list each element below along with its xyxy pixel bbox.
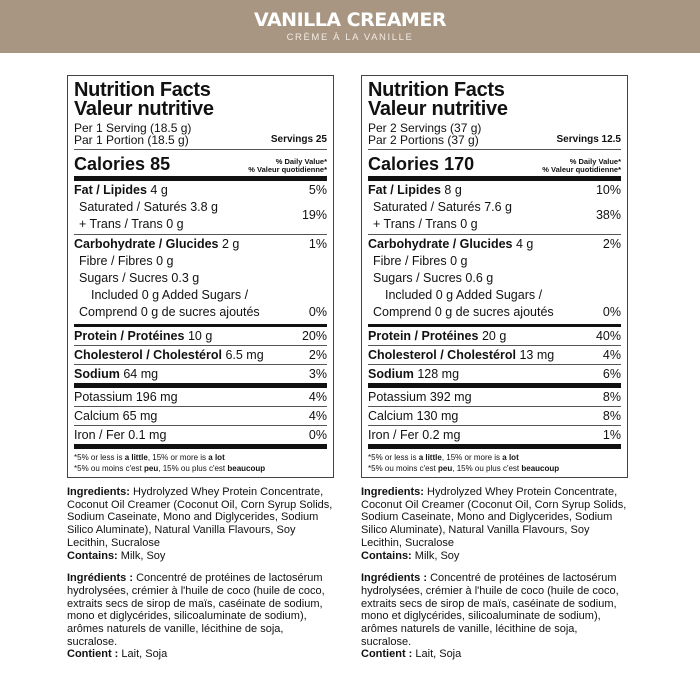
fibre-row (74, 253, 327, 270)
contient-text: Lait, Soja (412, 648, 462, 661)
potassium-dv: 4% (308, 390, 327, 404)
calories-label: Calories (74, 154, 146, 174)
fat-dv: 5% (308, 183, 327, 197)
added-sugars-fr: Comprend 0 g de sucres ajoutés (79, 305, 260, 319)
footnote: *5% or less is a little, 15% or more is a lot *5% ou moins c'est peu, 15% ou plus c'est beaucoup (74, 453, 266, 473)
fibre-label: Fibre / Fibres (79, 254, 153, 268)
fat-row (368, 182, 621, 199)
sodium-label: Sodium (74, 367, 120, 381)
fat-value: 8 g (444, 183, 462, 197)
contient-text: Lait, Soja (118, 648, 168, 661)
product-subtitle: CRÈME À LA VANILLE (286, 32, 414, 43)
protein-dv: 20% (301, 329, 327, 343)
added-sugars-row (74, 287, 327, 321)
chol-value: 13 mg (519, 348, 555, 362)
calcium-label: Calcium (368, 409, 414, 423)
protein-row (368, 327, 621, 345)
carb-value: 2 g (221, 237, 240, 251)
product-title: VANILLA CREAMER (254, 9, 446, 31)
sat-label: Saturated / Saturés (373, 200, 481, 214)
serving-fr: Par 2 Portions (37 g) (368, 133, 479, 147)
sat-trans-row (74, 199, 327, 233)
sodium-dv: 3% (308, 367, 327, 381)
servings-count: Servings 25 (270, 134, 327, 145)
chol-dv: 4% (602, 348, 621, 362)
ingredients-fr-text: Concentré de protéines de lactosérum hydrolysées, crémier à l'huile de coco (huile de coco, extraits secs de sirop de maïs, caséinate de sodium, mono et diglycérides, silicoaluminate de sodium), arômes naturels de vanille, lécithine de soja, sucralose. (67, 572, 325, 648)
header-banner (0, 0, 700, 53)
protein-value: 10 g (187, 329, 213, 343)
ingredients-block (361, 486, 628, 661)
added-sugars-en: Included 0 g Added Sugars / (91, 288, 249, 302)
carb-row (368, 236, 621, 253)
chol-dv: 2% (308, 348, 327, 362)
calcium-value: 130 mg (416, 409, 459, 423)
cholesterol-row (74, 346, 327, 364)
ingredients-block (67, 486, 334, 661)
fat-row (74, 182, 327, 199)
calcium-dv: 8% (602, 409, 621, 423)
fat-dv: 10% (595, 183, 621, 197)
chol-label: Cholesterol / Cholestérol (74, 348, 222, 362)
ingredients-fr-text: Concentré de protéines de lactosérum hydrolysées, crémier à l'huile de coco (huile de coco, extraits secs de sirop de maïs, caséinate de sodium, mono et diglycérides, silicoaluminate de sodium), arômes naturels de vanille, lécithine de soja, sucralose. (361, 572, 619, 648)
trans-label: + Trans / Trans (373, 217, 457, 231)
calories-value: 85 (150, 154, 171, 174)
ingredients-fr-label: Ingrédients : (361, 572, 428, 585)
nf-title-en: Nutrition Facts (368, 79, 505, 101)
iron-label: Iron / Fer (74, 428, 125, 442)
iron-dv: 0% (308, 428, 327, 442)
added-sugars-fr: Comprend 0 g de sucres ajoutés (373, 305, 554, 319)
serving-fr: Par 1 Portion (18.5 g) (74, 133, 189, 147)
footnote: *5% or less is a little, 15% or more is a lot *5% ou moins c'est peu, 15% ou plus c'est beaucoup (368, 453, 560, 473)
added-sugars-row (368, 287, 621, 321)
calcium-label: Calcium (74, 409, 120, 423)
potassium-row (368, 388, 621, 406)
sat-label: Saturated / Saturés (79, 200, 187, 214)
panel-single-serving (67, 75, 334, 661)
chol-value: 6.5 mg (225, 348, 264, 362)
carb-dv: 1% (308, 237, 327, 251)
potassium-label: Potassium (368, 390, 427, 404)
sat-value: 7.6 g (484, 200, 512, 214)
serving-en: Per 1 Serving (18.5 g) (74, 121, 192, 135)
ingredients-text: Hydrolyzed Whey Protein Concentrate, Coconut Oil Creamer (Coconut Oil, Corn Syrup Solids, Sodium Caseinate, Mono and Diglycerides, Sodium Silico Aluminate), Natural Vanilla Flavours, Soy Lecithin, Sucralose (361, 486, 627, 549)
calcium-dv: 4% (308, 409, 327, 423)
calories-value: 170 (444, 154, 475, 174)
chol-label: Cholesterol / Cholestérol (368, 348, 516, 362)
potassium-dv: 8% (602, 390, 621, 404)
carb-value: 4 g (515, 237, 534, 251)
nutrition-facts-label (67, 75, 334, 478)
sugars-row (74, 270, 327, 287)
calories-row (74, 150, 327, 174)
sodium-label: Sodium (368, 367, 414, 381)
contains-label: Contains: (361, 549, 412, 562)
potassium-value: 196 mg (135, 390, 178, 404)
cholesterol-row (368, 346, 621, 364)
iron-value: 0.1 mg (128, 428, 167, 442)
sugars-value: 0.6 g (465, 271, 494, 285)
carb-dv: 2% (602, 237, 621, 251)
sodium-row (368, 365, 621, 383)
trans-value: 0 g (460, 217, 478, 231)
dv-header-fr: % Valeur quotidienne* (248, 165, 327, 174)
iron-label: Iron / Fer (368, 428, 419, 442)
serving-en: Per 2 Servings (37 g) (368, 121, 482, 135)
iron-dv: 1% (602, 428, 621, 442)
contient-label: Contient : (67, 648, 119, 661)
sugars-label: Sugars / Sucres (373, 271, 462, 285)
added-sugars-en: Included 0 g Added Sugars / (385, 288, 543, 302)
calcium-row (368, 407, 621, 425)
nf-title-fr: Valeur nutritive (74, 98, 214, 120)
protein-value: 20 g (481, 329, 507, 343)
fat-value: 4 g (150, 183, 168, 197)
contient-label: Contient : (361, 648, 413, 661)
serving-size (368, 122, 621, 146)
sat-dv: 19% (301, 208, 327, 222)
potassium-label: Potassium (74, 390, 133, 404)
sodium-row (74, 365, 327, 383)
dv-header-fr: % Valeur quotidienne* (542, 165, 621, 174)
ingredients-label: Ingredients: (67, 486, 130, 498)
sat-trans-row (368, 199, 621, 233)
nutrition-facts-label (361, 75, 628, 478)
nf-title-en: Nutrition Facts (74, 79, 211, 101)
calories-row (368, 150, 621, 174)
sugars-dv: 0% (308, 305, 327, 319)
iron-row (74, 426, 327, 444)
sugars-value: 0.3 g (171, 271, 200, 285)
calcium-row (74, 407, 327, 425)
trans-label: + Trans / Trans (79, 217, 163, 231)
carb-label: Carbohydrate / Glucides (368, 237, 513, 251)
trans-value: 0 g (166, 217, 184, 231)
iron-row (368, 426, 621, 444)
calories-label: Calories (368, 154, 440, 174)
protein-label: Protein / Protéines (74, 329, 185, 343)
sodium-value: 64 mg (123, 367, 159, 381)
fibre-row (368, 253, 621, 270)
carb-label: Carbohydrate / Glucides (74, 237, 219, 251)
iron-value: 0.2 mg (422, 428, 461, 442)
ingredients-label: Ingredients: (361, 486, 424, 498)
ingredients-text: Hydrolyzed Whey Protein Concentrate, Coconut Oil Creamer (Coconut Oil, Corn Syrup Solids, Sodium Caseinate, Mono and Diglycerides, Sodium Silico Aluminate), Natural Vanilla Flavours, Soy Lecithin, Sucralose (67, 486, 333, 549)
potassium-row (74, 388, 327, 406)
fibre-value: 0 g (450, 254, 468, 268)
sat-value: 3.8 g (190, 200, 218, 214)
sugars-dv: 0% (602, 305, 621, 319)
sodium-dv: 6% (602, 367, 621, 381)
protein-label: Protein / Protéines (368, 329, 479, 343)
contains-label: Contains: (67, 549, 118, 562)
nf-title-fr: Valeur nutritive (368, 98, 508, 120)
serving-size (74, 122, 327, 146)
sugars-row (368, 270, 621, 287)
protein-dv: 40% (595, 329, 621, 343)
dv-header-en: % Daily Value* (569, 157, 621, 166)
protein-row (74, 327, 327, 345)
fibre-label: Fibre / Fibres (373, 254, 447, 268)
dv-header-en: % Daily Value* (275, 157, 327, 166)
panel-two-servings (361, 75, 628, 661)
sodium-value: 128 mg (417, 367, 460, 381)
sat-dv: 38% (595, 208, 621, 222)
fat-label: Fat / Lipides (368, 183, 441, 197)
servings-count: Servings 12.5 (556, 134, 621, 145)
contains-text: Milk, Soy (117, 549, 166, 562)
potassium-value: 392 mg (429, 390, 472, 404)
fat-label: Fat / Lipides (74, 183, 147, 197)
contains-text: Milk, Soy (411, 549, 460, 562)
calcium-value: 65 mg (122, 409, 158, 423)
sugars-label: Sugars / Sucres (79, 271, 168, 285)
carb-row (74, 236, 327, 253)
fibre-value: 0 g (156, 254, 174, 268)
ingredients-fr-label: Ingrédients : (67, 572, 134, 585)
